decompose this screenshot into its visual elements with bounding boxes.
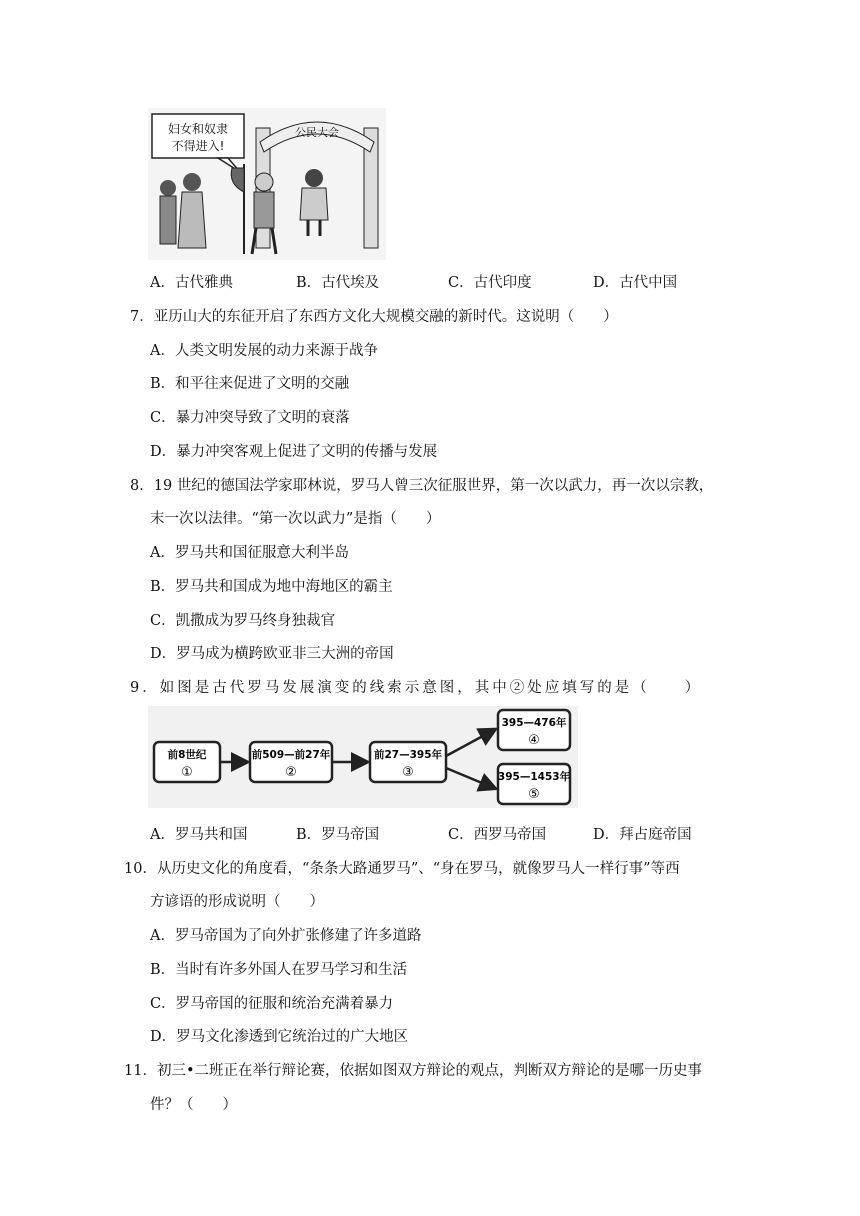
timeline-box-2-mark: ② (285, 765, 297, 780)
q9-option-d: D．拜占庭帝国 (593, 827, 692, 843)
q9-option-b: B．罗马帝国 (296, 827, 380, 843)
q7-stem: 7．亚历山大的东征开启了东西方文化大规模交融的新时代。这说明（ ） (130, 309, 618, 325)
q10-option-b: B．当时有许多外国人在罗马学习和生活 (150, 962, 408, 978)
q8-option-d: D．罗马成为横跨欧亚非三大洲的帝国 (150, 646, 394, 662)
q6-option-d: D．古代中国 (593, 275, 678, 291)
q10-stem-line2: 方谚语的形成说明（ ） (150, 894, 324, 910)
q6-option-b: B．古代埃及 (296, 275, 380, 291)
timeline-box-4-period: 395—476年 (501, 717, 567, 729)
timeline-box-1-period: 前8世纪 (167, 749, 207, 761)
q6-option-c: C．古代印度 (448, 275, 532, 291)
timeline-box-1-mark: ① (181, 765, 193, 780)
timeline-box-3-period: 前27—395年 (373, 749, 443, 761)
q11-stem-line2: 件？（ ） (150, 1097, 237, 1113)
q9-option-c: C．西罗马帝国 (448, 827, 547, 843)
rome-timeline-diagram (148, 706, 578, 808)
q9-stem: 9．如图是古代罗马发展演变的线索示意图，其中②处应填写的是（ ） (130, 680, 703, 696)
q8-option-c: C．凯撒成为罗马终身独裁官 (150, 613, 336, 629)
speech-line-1: 妇女和奴隶 (167, 122, 229, 136)
timeline-box-2-period: 前509—前27年 (251, 749, 331, 761)
q6-option-a: A．古代雅典 (150, 275, 233, 291)
q8-stem-line2: 末一次以法律。“第一次以武力”是指（ ） (150, 511, 441, 527)
timeline-box-3-mark: ③ (402, 765, 414, 780)
q10-stem-line1: 10．从历史文化的角度看，“条条大路通罗马”、“身在罗马，就像罗马人一样行事”等西 (124, 861, 680, 877)
q10-option-c: C．罗马帝国的征服和统治充满着暴力 (150, 996, 394, 1012)
q8-option-b: B．罗马共和国成为地中海地区的霸主 (150, 579, 393, 595)
q11-stem-line1: 11．初三•二班正在举行辩论赛，依据如图双方辩论的观点，判断双方辩论的是哪一历史事 (124, 1063, 702, 1079)
q8-stem-line1: 8．19 世纪的德国法学家耶林说，罗马人曾三次征服世界，第一次以武力，再一次以宗教， (130, 478, 714, 494)
q7-option-a: A．人类文明发展的动力来源于战争 (150, 343, 378, 359)
q7-option-b: B．和平往来促进了文明的交融 (150, 376, 350, 392)
q8-option-a: A．罗马共和国征服意大利半岛 (150, 545, 349, 561)
q10-option-d: D．罗马文化渗透到它统治过的广大地区 (150, 1029, 409, 1045)
q9-option-a: A．罗马共和国 (150, 827, 248, 843)
timeline-box-4-mark: ④ (528, 733, 540, 748)
timeline-box-5-mark: ⑤ (528, 787, 540, 802)
gate-sign: 公民大会 (295, 126, 339, 139)
assembly-cartoon (148, 108, 386, 260)
q10-option-a: A．罗马帝国为了向外扩张修建了许多道路 (150, 928, 422, 944)
q7-option-c: C．暴力冲突导致了文明的衰落 (150, 410, 350, 426)
speech-line-2: 不得进入! (171, 139, 225, 153)
timeline-box-5-period: 395—1453年 (497, 771, 571, 783)
q7-option-d: D．暴力冲突客观上促进了文明的传播与发展 (150, 444, 438, 460)
